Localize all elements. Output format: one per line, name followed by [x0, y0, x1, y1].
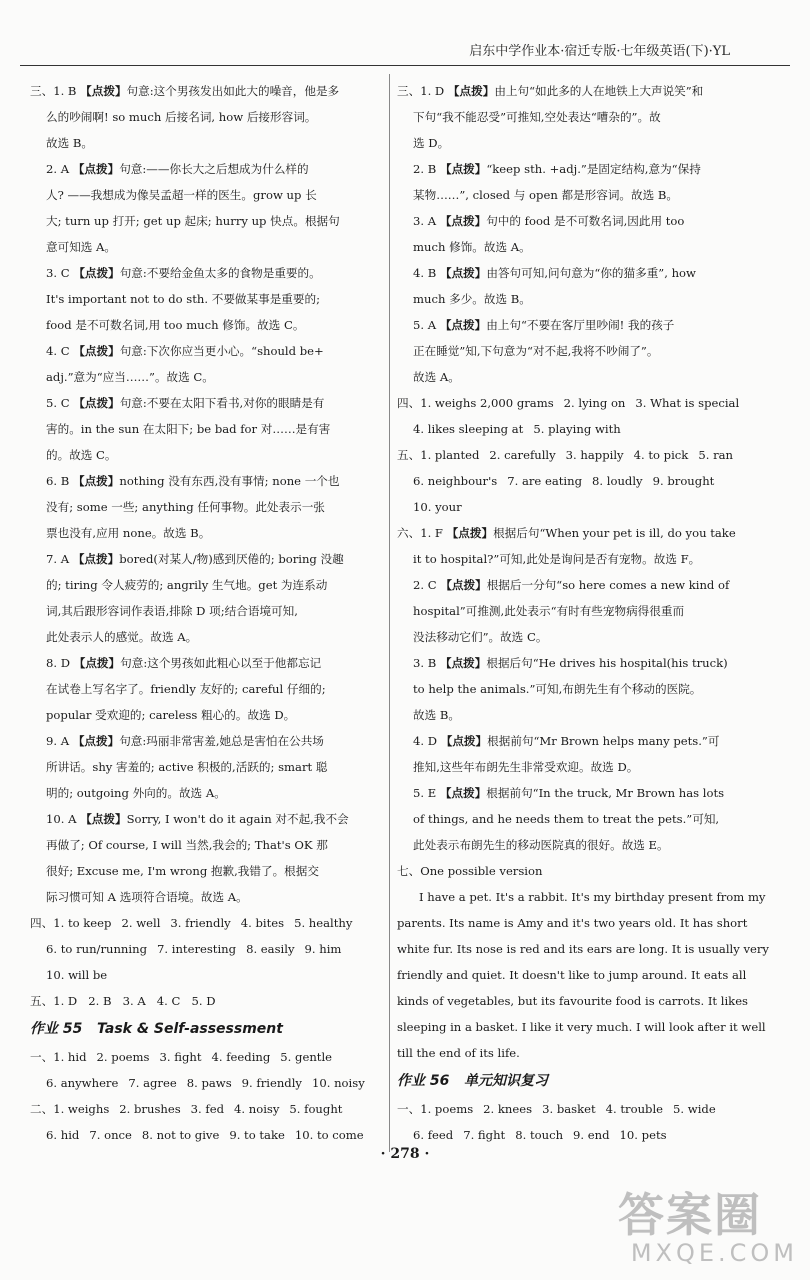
answer-text: 根据前句“In the truck, Mr Brown has lots: [486, 786, 725, 800]
answer-item: [30, 78, 385, 156]
answer: 3. friendly: [170, 916, 231, 930]
answer-line: [30, 78, 385, 104]
answer-line: [30, 754, 385, 780]
answer-number: 5. C: [46, 396, 70, 410]
answer: 2. carefully: [489, 448, 556, 462]
hw55-title: 作业 55 Task & Self-assessment: [30, 1021, 283, 1037]
answer: 5. healthy: [294, 916, 353, 930]
answer-line: [30, 156, 385, 182]
answer-text: 故选 B。: [413, 708, 460, 722]
answer-line: [30, 494, 385, 520]
watermark-logo: [618, 1190, 798, 1270]
answer-line: [30, 260, 385, 286]
answer-line: [30, 312, 385, 338]
answer-text: 选 D。: [413, 136, 450, 150]
hint-tag: 【点拨】: [72, 474, 120, 488]
hint-tag: 【点拨】: [439, 214, 487, 228]
answer-line: [30, 130, 385, 156]
answer-text: 句意:下次你应当更小心。“should be+: [119, 344, 324, 358]
answer-text: 大; turn up 打开; get up 起床; hurry up 快点。根据句: [46, 214, 340, 228]
answer-line: [397, 286, 777, 312]
answer-line: [397, 104, 777, 130]
answer-text: 际习惯可知 A 选项符合语境。故选 A。: [46, 890, 248, 904]
answer: 5. fought: [289, 1102, 343, 1116]
answer-item: [397, 572, 777, 650]
answer-text: nothing 没有东西,没有事情; none 一个也: [119, 474, 340, 488]
answer-line: [30, 104, 385, 130]
answer-line: [30, 390, 385, 416]
answer-text: 没法移动它们”。故选 C。: [413, 630, 548, 644]
essay-text: I have a pet. It's a rabbit. It's my birthday present from my parents. Its name is Amy and it's two years old. It has short white fur. Its nose is red and its ears are long. It is usually very friendly and quiet. It doesn't like to jump around. It eats all kinds of vegetables, but its favourite food is carrots. It likes sleeping in a basket. I like it very much. I will look after it well till the end of its life.: [397, 890, 769, 1060]
answer: 10. noisy: [311, 1076, 365, 1090]
answer-text: It's important not to do sth. 不要做某事是重要的;: [46, 292, 320, 306]
answer-text: 某物……”, closed 与 open 都是形容词。故选 B。: [413, 188, 679, 202]
answer-text: 由答句可知,问句意为“你的猫多重”, how: [486, 266, 696, 280]
answer-number: 4. B: [413, 266, 437, 280]
answer: 7. interesting: [157, 942, 237, 956]
essay: [397, 884, 777, 1066]
answer-line: [30, 650, 385, 676]
answer-item: [30, 468, 385, 546]
answer-text: 句中的 food 是不可数名词,因此用 too: [486, 214, 685, 228]
hw56-title: 作业 56 单元知识复习: [397, 1073, 548, 1089]
answer-text: 正在睡觉”知,下句意为“对不起,我将不吵闹了”。: [413, 344, 659, 358]
answer-line: [397, 130, 777, 156]
answer: 3. happily: [565, 448, 624, 462]
right-section-6: [397, 520, 777, 858]
answer-number: 六、1. F: [397, 526, 443, 540]
hint-tag: 【点拨】: [447, 84, 495, 98]
answer-text: 害的。in the sun 在太阳下; be bad for 对……是有害: [46, 422, 331, 436]
answer-text: adj.”意为“应当……”。故选 C。: [46, 370, 214, 384]
left-s5-line: 五、1. D 2. B 3. A 4. C 5. D: [30, 994, 216, 1008]
answer-line: [397, 520, 777, 546]
answer: 5. gentle: [280, 1050, 333, 1064]
answer-item: [30, 806, 385, 910]
answer-text: 下句“我不能忍受”可推知,空处表达“嘈杂的”。故: [413, 110, 661, 124]
s7-title: 七、One possible version: [397, 864, 543, 878]
answer: 8. paws: [186, 1076, 232, 1090]
answer: 2. lying on: [563, 396, 626, 410]
answer: 2. brushes: [119, 1102, 181, 1116]
hint-tag: 【点拨】: [440, 734, 488, 748]
left-s4-row3: [30, 962, 385, 988]
answer-line: [397, 260, 777, 286]
answer-text: 的; tiring 令人疲劳的; angrily 生气地。get 为连系动: [46, 578, 328, 592]
answer-line: [30, 416, 385, 442]
right-s5-row1: [397, 442, 777, 468]
answer: 3. basket: [542, 1102, 596, 1116]
answer: 4. trouble: [605, 1102, 664, 1116]
answer: 2. poems: [96, 1050, 150, 1064]
answer: 5. playing with: [533, 422, 621, 436]
answer: 8. touch: [515, 1128, 564, 1142]
answer-line: [30, 182, 385, 208]
right-s5-row2: [397, 468, 777, 494]
answer-line: [30, 858, 385, 884]
hw56-row1: [397, 1096, 777, 1122]
answer: 3. What is special: [635, 396, 740, 410]
answer-text: 根据前句“Mr Brown helps many pets.”可: [487, 734, 720, 748]
answer: 四、1. weighs 2,000 grams: [397, 396, 554, 410]
answer-line: [397, 338, 777, 364]
answer: 7. agree: [128, 1076, 177, 1090]
answer-text: 根据后句“He drives his hospital(his truck): [486, 656, 728, 670]
answer: 5. wide: [673, 1102, 716, 1116]
answer: 6. feed: [413, 1128, 454, 1142]
left-column: [30, 78, 385, 1148]
answer-item: [397, 208, 777, 260]
hw56-row2: [397, 1122, 777, 1148]
answer-line: [397, 676, 777, 702]
answer-line: [30, 468, 385, 494]
answer-item: [30, 650, 385, 728]
answer-line: [30, 442, 385, 468]
answer-number: 2. B: [413, 162, 437, 176]
answer: 9. him: [304, 942, 342, 956]
hint-tag: 【点拨】: [439, 162, 487, 176]
answer-text: 人? ——我想成为像吴孟超一样的医生。grow up 长: [46, 188, 317, 202]
hw55-s2-row2: [30, 1122, 385, 1148]
answer-text: 故选 B。: [46, 136, 93, 150]
right-s5-row3: [397, 494, 777, 520]
answer-item: [397, 520, 777, 572]
answer-text: 推知,这些年布朗先生非常受欢迎。故选 D。: [413, 760, 639, 774]
answer-item: [397, 78, 777, 156]
answer-text: 词,其后跟形容词作表语,排除 D 项;结合语境可知,: [46, 604, 298, 618]
right-s4-row1: [397, 390, 777, 416]
hint-tag: 【点拨】: [439, 266, 487, 280]
answer: 1. to keep: [53, 916, 112, 930]
answer-line: [30, 832, 385, 858]
answer-text: to help the animals.”可知,布朗先生有个移动的医院。: [413, 682, 702, 696]
answer-line: [397, 208, 777, 234]
answer-text: much 多少。故选 B。: [413, 292, 531, 306]
answer-number: 2. C: [413, 578, 437, 592]
answer-text: 句意:玛丽非常害羞,她总是害怕在公共场: [119, 734, 324, 748]
answer-line: [397, 234, 777, 260]
answer-item: [397, 650, 777, 728]
answer: 一、1. poems: [397, 1102, 474, 1116]
hint-tag: 【点拨】: [439, 318, 487, 332]
answer-number: 5. E: [413, 786, 437, 800]
answer: 8. not to give: [141, 1128, 220, 1142]
right-column: [397, 78, 777, 1148]
answer-line: [30, 364, 385, 390]
answer-number: 4. C: [46, 344, 70, 358]
answer-item: [397, 260, 777, 312]
answer-line: [397, 832, 777, 858]
answer-item: [30, 546, 385, 650]
answer-text: 么的吵闹啊! so much 后接名词, how 后接形容词。: [46, 110, 317, 124]
answer: 10. to come: [294, 1128, 364, 1142]
answer-line: [30, 572, 385, 598]
answer-item: [30, 156, 385, 260]
answer: 9. friendly: [241, 1076, 302, 1090]
answer-number: 8. D: [46, 656, 71, 670]
answer: 4. bites: [240, 916, 285, 930]
answer-text: food 是不可数名词,用 too much 修饰。故选 C。: [46, 318, 305, 332]
answer-number: 2. A: [46, 162, 70, 176]
answer-line: [30, 884, 385, 910]
answer: 6. to run/running: [46, 942, 147, 956]
answer-text: much 修饰。故选 A。: [413, 240, 531, 254]
answer: 3. fed: [190, 1102, 224, 1116]
answer-text: 的。故选 C。: [46, 448, 117, 462]
answer-item: [397, 312, 777, 390]
answer-line: [397, 650, 777, 676]
answer-number: 三、1. D: [397, 84, 445, 98]
answer-number: 5. A: [413, 318, 437, 332]
answer-line: [397, 182, 777, 208]
hw55-s1-row2: [30, 1070, 385, 1096]
answer-text: 意可知选 A。: [46, 240, 117, 254]
answer-number: 7. A: [46, 552, 70, 566]
answer: 6. anywhere: [46, 1076, 119, 1090]
answer: 8. easily: [246, 942, 295, 956]
column-divider: [389, 74, 390, 1152]
hint-tag: 【点拨】: [80, 812, 127, 826]
answer: 8. loudly: [592, 474, 643, 488]
answer: 4. to pick: [633, 448, 689, 462]
answer-text: Sorry, I won't do it again 对不起,我不会: [126, 812, 349, 826]
hint-tag: 【点拨】: [73, 266, 120, 280]
answer: 4. noisy: [234, 1102, 280, 1116]
answer-text: 句意:这个男孩如此粗心以至于他都忘记: [120, 656, 322, 670]
answer-text: 所讲话。shy 害羞的; active 积极的,活跃的; smart 聪: [46, 760, 328, 774]
answer-text: 由上句“如此多的人在地铁上大声说笑”和: [494, 84, 704, 98]
answer-text: 句意:不要给金鱼太多的食物是重要的。: [119, 266, 321, 280]
answer-line: [397, 156, 777, 182]
answer-line: [30, 728, 385, 754]
answer-text: 句意:这个男孩发出如此大的噪音，他是多: [126, 84, 340, 98]
answer: 9. brought: [652, 474, 715, 488]
answer: 7. once: [89, 1128, 132, 1142]
answer-item: [397, 156, 777, 208]
answer-text: 明的; outgoing 外向的。故选 A。: [46, 786, 226, 800]
answer-line: [397, 312, 777, 338]
answer-line: [397, 702, 777, 728]
answer-number: 10. A: [46, 812, 77, 826]
answer: 4. feeding: [211, 1050, 271, 1064]
answer-line: [397, 780, 777, 806]
answer-text: “keep sth. +adj.”是固定结构,意为“保持: [486, 162, 701, 176]
answer-item: [30, 338, 385, 390]
answer: 6. hid: [46, 1128, 80, 1142]
answer-line: [30, 598, 385, 624]
answer-number: 9. A: [46, 734, 70, 748]
answer-line: [30, 234, 385, 260]
answer-item: [30, 728, 385, 806]
answer-number: 3. A: [413, 214, 437, 228]
answer: 10. your: [413, 500, 462, 514]
answer: 一、1. hid: [30, 1050, 87, 1064]
hint-tag: 【点拨】: [439, 786, 487, 800]
answer-line: [30, 546, 385, 572]
answer-item: [30, 390, 385, 468]
answer-line: [397, 624, 777, 650]
page-number: · 278 ·: [380, 1146, 430, 1162]
answer: 3. fight: [159, 1050, 202, 1064]
answer-text: it to hospital?”可知,此处是询问是否有宠物。故选 F。: [413, 552, 701, 566]
answer-line: [397, 728, 777, 754]
answer-text: 很好; Excuse me, I'm wrong 抱歉,我错了。根据交: [46, 864, 319, 878]
answer-text: 再做了; Of course, I will 当然,我会的; That's OK 那: [46, 838, 328, 852]
answer: 7. fight: [463, 1128, 506, 1142]
hint-tag: 【点拨】: [440, 578, 487, 592]
answer-text: 票也没有,应用 none。故选 B。: [46, 526, 211, 540]
answer-line: [397, 78, 777, 104]
answer-line: [397, 572, 777, 598]
answer: 9. to take: [229, 1128, 285, 1142]
s4-prefix: 四、: [30, 916, 54, 930]
answer: 二、1. weighs: [30, 1102, 110, 1116]
answer: 五、1. planted: [397, 448, 480, 462]
answer-text: 根据后一分句“so here comes a new kind of: [486, 578, 730, 592]
hw55-s1-row1: [30, 1044, 385, 1070]
answer-text: hospital”可推测,此处表示“有时有些宠物病得很重而: [413, 604, 685, 618]
answer-text: 由上句“不要在客厅里吵闹! 我的孩子: [486, 318, 675, 332]
answer-line: [30, 702, 385, 728]
answer-text: 故选 A。: [413, 370, 460, 384]
answer-item: [30, 260, 385, 338]
answer-text: 根据后句“When your pet is ill, do you take: [493, 526, 736, 540]
hint-tag: 【点拨】: [80, 84, 127, 98]
answer-text: 此处表示人的感觉。故选 A。: [46, 630, 198, 644]
answer-line: [30, 286, 385, 312]
answer: 9. end: [573, 1128, 610, 1142]
answer-number: 4. D: [413, 734, 438, 748]
hint-tag: 【点拨】: [73, 396, 120, 410]
answer: 4. likes sleeping at: [413, 422, 524, 436]
answer: 2. well: [121, 916, 161, 930]
page-header: [20, 40, 790, 66]
answer: 7. are eating: [507, 474, 583, 488]
watermark-main: 答案圈: [618, 1188, 762, 1242]
hint-tag: 【点拨】: [73, 656, 121, 670]
answer-text: 在试卷上写名字了。friendly 友好的; careful 仔细的;: [46, 682, 326, 696]
answer: 5. ran: [698, 448, 734, 462]
answer: 10. pets: [619, 1128, 667, 1142]
hint-tag: 【点拨】: [73, 344, 120, 358]
answer-line: [30, 338, 385, 364]
answer: 6. neighbour's: [413, 474, 498, 488]
answer-text: 句意:不要在太阳下看书,对你的眼睛是有: [119, 396, 325, 410]
hint-tag: 【点拨】: [72, 552, 120, 566]
answer-line: [30, 520, 385, 546]
right-s4-row2: [397, 416, 777, 442]
hint-tag: 【点拨】: [446, 526, 494, 540]
hw55-s2-row1: [30, 1096, 385, 1122]
answer-line: [397, 806, 777, 832]
answer-line: [397, 598, 777, 624]
answer-number: 三、1. B: [30, 84, 77, 98]
answer-item: [397, 780, 777, 858]
answer-text: 此处表示布朗先生的移动医院真的很好。故选 E。: [413, 838, 669, 852]
answer: 10. will be: [46, 968, 108, 982]
hint-tag: 【点拨】: [439, 656, 487, 670]
hint-tag: 【点拨】: [72, 734, 120, 748]
answer-text: of things, and he needs them to treat the pets.”可知,: [413, 812, 720, 826]
answer-line: [30, 624, 385, 650]
answer-item: [397, 728, 777, 780]
answer: 2. knees: [483, 1102, 533, 1116]
answer-text: popular 受欢迎的; careless 粗心的。故选 D。: [46, 708, 296, 722]
answer-text: bored(对某人/物)感到厌倦的; boring 没趣: [119, 552, 344, 566]
left-s4-row1: [30, 910, 385, 936]
left-s4-row2: [30, 936, 385, 962]
answer-line: [30, 676, 385, 702]
answer-number: 6. B: [46, 474, 70, 488]
answer-line: [397, 754, 777, 780]
answer-line: [30, 208, 385, 234]
answer-line: [30, 806, 385, 832]
answer-number: 3. C: [46, 266, 70, 280]
right-section-3: [397, 78, 777, 390]
answer-line: [30, 780, 385, 806]
left-section-3: [30, 78, 385, 910]
hint-tag: 【点拨】: [72, 162, 120, 176]
answer-number: 3. B: [413, 656, 437, 670]
answer-line: [397, 364, 777, 390]
answer-text: 没有; some 一些; anything 任何事物。此处表示一张: [46, 500, 325, 514]
watermark-sub: MXQE.COM: [630, 1239, 798, 1267]
answer-text: 句意:——你长大之后想成为什么样的: [119, 162, 309, 176]
answer-line: [397, 546, 777, 572]
header-title: 启东中学作业本·宿迁专版·七年级英语(下)·YL: [469, 44, 730, 59]
